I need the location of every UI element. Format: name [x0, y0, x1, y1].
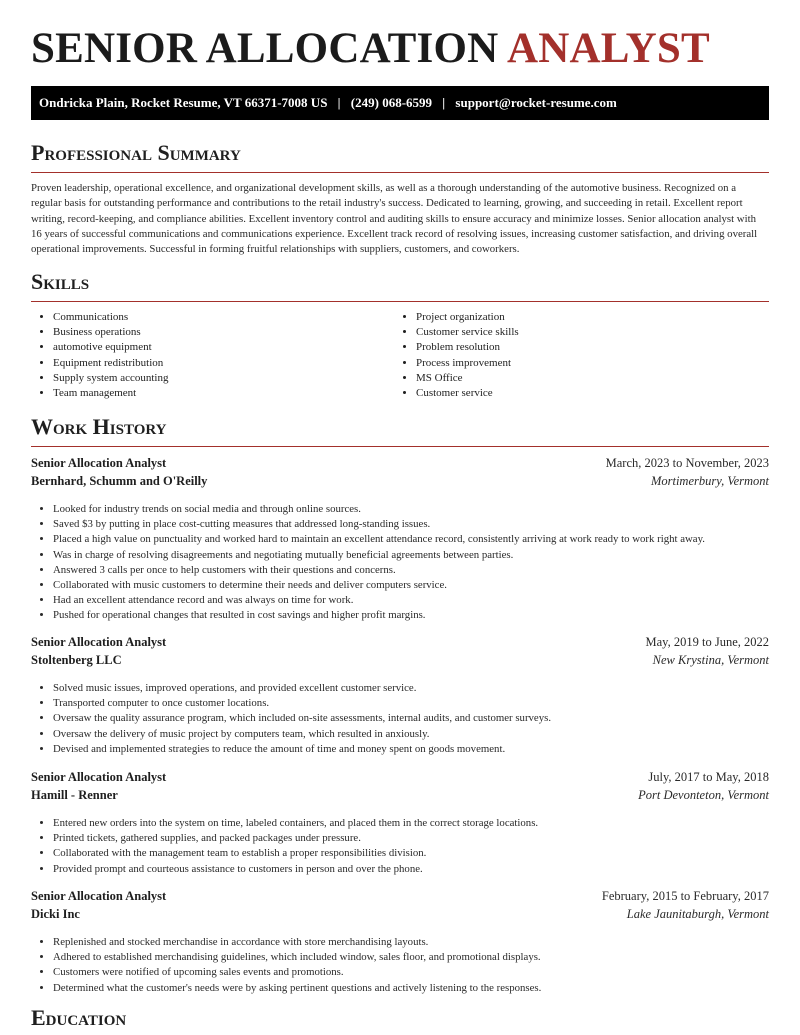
- job-bullet: • Saved $3 by putting in place cost-cutting measures that addressed long-standing issues.: [53, 517, 769, 532]
- job-bullet: • Printed tickets, gathered supplies, and packed packages under pressure.: [53, 831, 769, 846]
- job-bullets: [31, 816, 769, 877]
- job-bullets: [31, 502, 769, 624]
- job-title: Senior Allocation Analyst: [31, 456, 167, 470]
- job-title: Senior Allocation Analyst: [31, 635, 167, 649]
- job-bullet: • Pushed for operational changes that resulted in cost savings and higher profit margins.: [53, 608, 769, 623]
- job-bullet: • Collaborated with the management team to establish a proper responsibilities division.: [53, 846, 769, 861]
- section-title-summary: Professional Summary: [31, 140, 241, 165]
- job-bullets: [31, 935, 769, 996]
- skill-item: • Equipment redistribution: [53, 356, 169, 371]
- resume-name: [31, 24, 710, 73]
- job-bullet: • Oversaw the quality assurance program, which included on-site assessments, internal audits, and customer surveys.: [53, 711, 769, 726]
- contact-separator: |: [442, 95, 446, 110]
- contact-address: Ondricka Plain, Rocket Resume, VT 66371-7008 US: [39, 95, 328, 110]
- job-bullet: • Was in charge of resolving disagreements and negotiating mutually beneficial agreements between parties.: [53, 548, 769, 563]
- section-divider: [31, 446, 769, 447]
- skills-list-right: [394, 310, 519, 401]
- section-divider: [31, 172, 769, 173]
- job-company: Hamill - Renner: [31, 788, 118, 802]
- job-entry: [31, 456, 769, 624]
- skill-item: • Customer service skills: [416, 325, 519, 340]
- job-location: Mortimerbury, Vermont: [650, 474, 769, 488]
- section-title-education: Education: [31, 1005, 127, 1030]
- summary-text: Proven leadership, operational excellence, and organizational development skills, as well as a thorough understanding of the automotive business. Recognized on a regular basis for outstanding performance and contributions to the retail industry's success. Dedicated to learning, growing, and succeeding in retail. Excellent report writing, record-keeping, and compliance abilities. Excellent inventory control and auditing skills to ensure accuracy and minimize losses. Senior allocation analyst with 16 years of successful communications and communications experience. Excellent track record of resolving issues, increasing customer satisfaction, and driving overall operational improvements. Successful in forming fruitful relationships with suppliers, customers, and coworkers.: [31, 182, 758, 256]
- job-bullet: • Placed a high value on punctuality and worked hard to maintain an excellent attendance record, consistently arriving at work ready to work right away.: [53, 532, 769, 547]
- contact-separator: |: [337, 95, 341, 110]
- job-bullet: • Replenished and stocked merchandise in accordance with store merchandising layouts.: [53, 935, 769, 950]
- skill-item: • Team management: [53, 386, 169, 401]
- job-bullet: • Collaborated with music customers to determine their needs and deliver computers service.: [53, 578, 769, 593]
- job-bullet: • Determined what the customer's needs were by asking pertinent questions and actively listening to the responses.: [53, 981, 769, 996]
- skill-item: • Project organization: [416, 310, 519, 325]
- skills-list-left: [31, 310, 169, 401]
- skill-item: • MS Office: [416, 371, 519, 386]
- job-bullet: • Solved music issues, improved operations, and provided excellent customer service.: [53, 681, 769, 696]
- job-company: Bernhard, Schumm and O'Reilly: [31, 474, 208, 488]
- job-title: Senior Allocation Analyst: [31, 889, 167, 903]
- contact-email: support@rocket-resume.com: [455, 95, 617, 110]
- section-title-work-history: Work History: [31, 414, 167, 439]
- job-title: Senior Allocation Analyst: [31, 770, 167, 784]
- job-bullet: • Provided prompt and courteous assistance to customers in person and over the phone.: [53, 862, 769, 877]
- job-dates: February, 2015 to February, 2017: [601, 889, 769, 903]
- job-bullet: • Answered 3 calls per once to help customers with their questions and concerns.: [53, 563, 769, 578]
- job-bullet: • Devised and implemented strategies to reduce the amount of time and money spent on goods movement.: [53, 742, 769, 757]
- job-company: Stoltenberg LLC: [31, 653, 122, 667]
- name-accent: ANALYST: [506, 25, 710, 72]
- job-bullet: • Customers were notified of upcoming sales events and promotions.: [53, 965, 769, 980]
- job-bullet: • Entered new orders into the system on time, labeled containers, and placed them in the correct storage locations.: [53, 816, 769, 831]
- job-dates: March, 2023 to November, 2023: [605, 456, 769, 470]
- job-location: Lake Jaunitaburgh, Vermont: [626, 907, 769, 921]
- job-bullet: • Transported computer to once customer locations.: [53, 696, 769, 711]
- job-bullets: [31, 681, 769, 757]
- job-location: New Krystina, Vermont: [652, 653, 769, 667]
- job-company: Dicki Inc: [31, 907, 80, 921]
- job-location: Port Devonteton, Vermont: [638, 788, 769, 802]
- contact-phone: (249) 068-6599: [350, 95, 433, 110]
- section-divider: [31, 301, 769, 302]
- skill-item: • automotive equipment: [53, 340, 169, 355]
- job-entry: [31, 889, 769, 996]
- job-bullet: • Had an excellent attendance record and was always on time for work.: [53, 593, 769, 608]
- job-entry: [31, 770, 769, 877]
- job-bullet: • Adhered to established merchandising guidelines, which included window, sales floor, and promotional displays.: [53, 950, 769, 965]
- job-bullet: • Looked for industry trends on social media and through online sources.: [53, 502, 769, 517]
- name-main: SENIOR ALLOCATION: [31, 25, 499, 72]
- job-dates: July, 2017 to May, 2018: [648, 770, 769, 784]
- skill-item: • Customer service: [416, 386, 519, 401]
- skill-item: • Supply system accounting: [53, 371, 169, 386]
- skill-item: • Business operations: [53, 325, 169, 340]
- skill-item: • Communications: [53, 310, 169, 325]
- skill-item: • Problem resolution: [416, 340, 519, 355]
- job-entry: [31, 635, 769, 757]
- job-dates: May, 2019 to June, 2022: [645, 635, 769, 649]
- contact-bar: [31, 86, 769, 120]
- skill-item: • Process improvement: [416, 356, 519, 371]
- section-title-skills: Skills: [31, 269, 90, 294]
- job-bullet: • Oversaw the delivery of music project by computers team, which resulted in anxiously.: [53, 727, 769, 742]
